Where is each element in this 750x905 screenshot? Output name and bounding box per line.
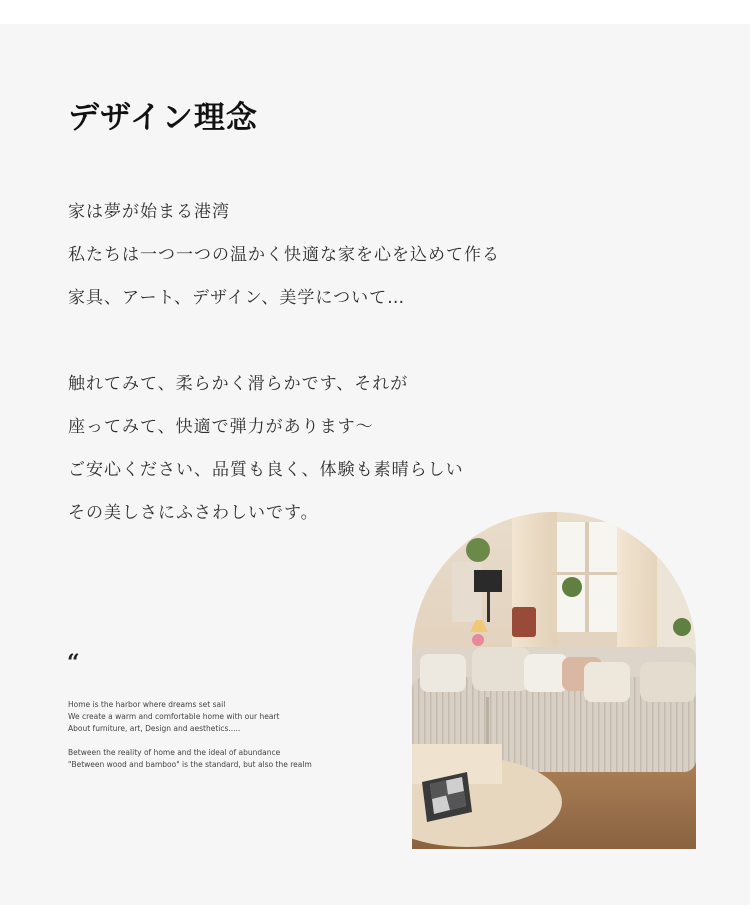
english-paragraph-1 bbox=[68, 699, 279, 735]
feel-line: 触れてみて、柔らかく滑らかです、それが bbox=[68, 374, 409, 394]
english-line: Between the reality of home and the ideal of abundance bbox=[68, 748, 281, 757]
feel-paragraph bbox=[68, 363, 464, 535]
english-line: "Between wood and bamboo" is the standard, but also the realm bbox=[68, 760, 312, 769]
english-line: Home is the harbor where dreams set sail bbox=[68, 700, 226, 709]
intro-paragraph bbox=[68, 191, 500, 320]
english-line: About furniture, art, Design and aesthetics..... bbox=[68, 724, 241, 733]
feel-line: その美しさにふさわしいです。 bbox=[68, 503, 319, 523]
quote-mark-icon: “ bbox=[67, 650, 80, 676]
page-title: デザイン理念 bbox=[68, 100, 258, 136]
intro-line: 家は夢が始まる港湾 bbox=[68, 202, 230, 222]
living-room-photo bbox=[412, 512, 696, 849]
feel-line: 座ってみて、快適で弾力があります～ bbox=[68, 417, 374, 437]
english-paragraph-2 bbox=[68, 747, 312, 771]
intro-line: 私たちは一つ一つの温かく快適な家を心を込めて作る bbox=[68, 245, 500, 265]
feel-line: ご安心ください、品質も良く、体験も素晴らしい bbox=[68, 460, 464, 480]
intro-line: 家具、アート、デザイン、美学について… bbox=[68, 288, 406, 308]
english-line: We create a warm and comfortable home with our heart bbox=[68, 712, 280, 721]
